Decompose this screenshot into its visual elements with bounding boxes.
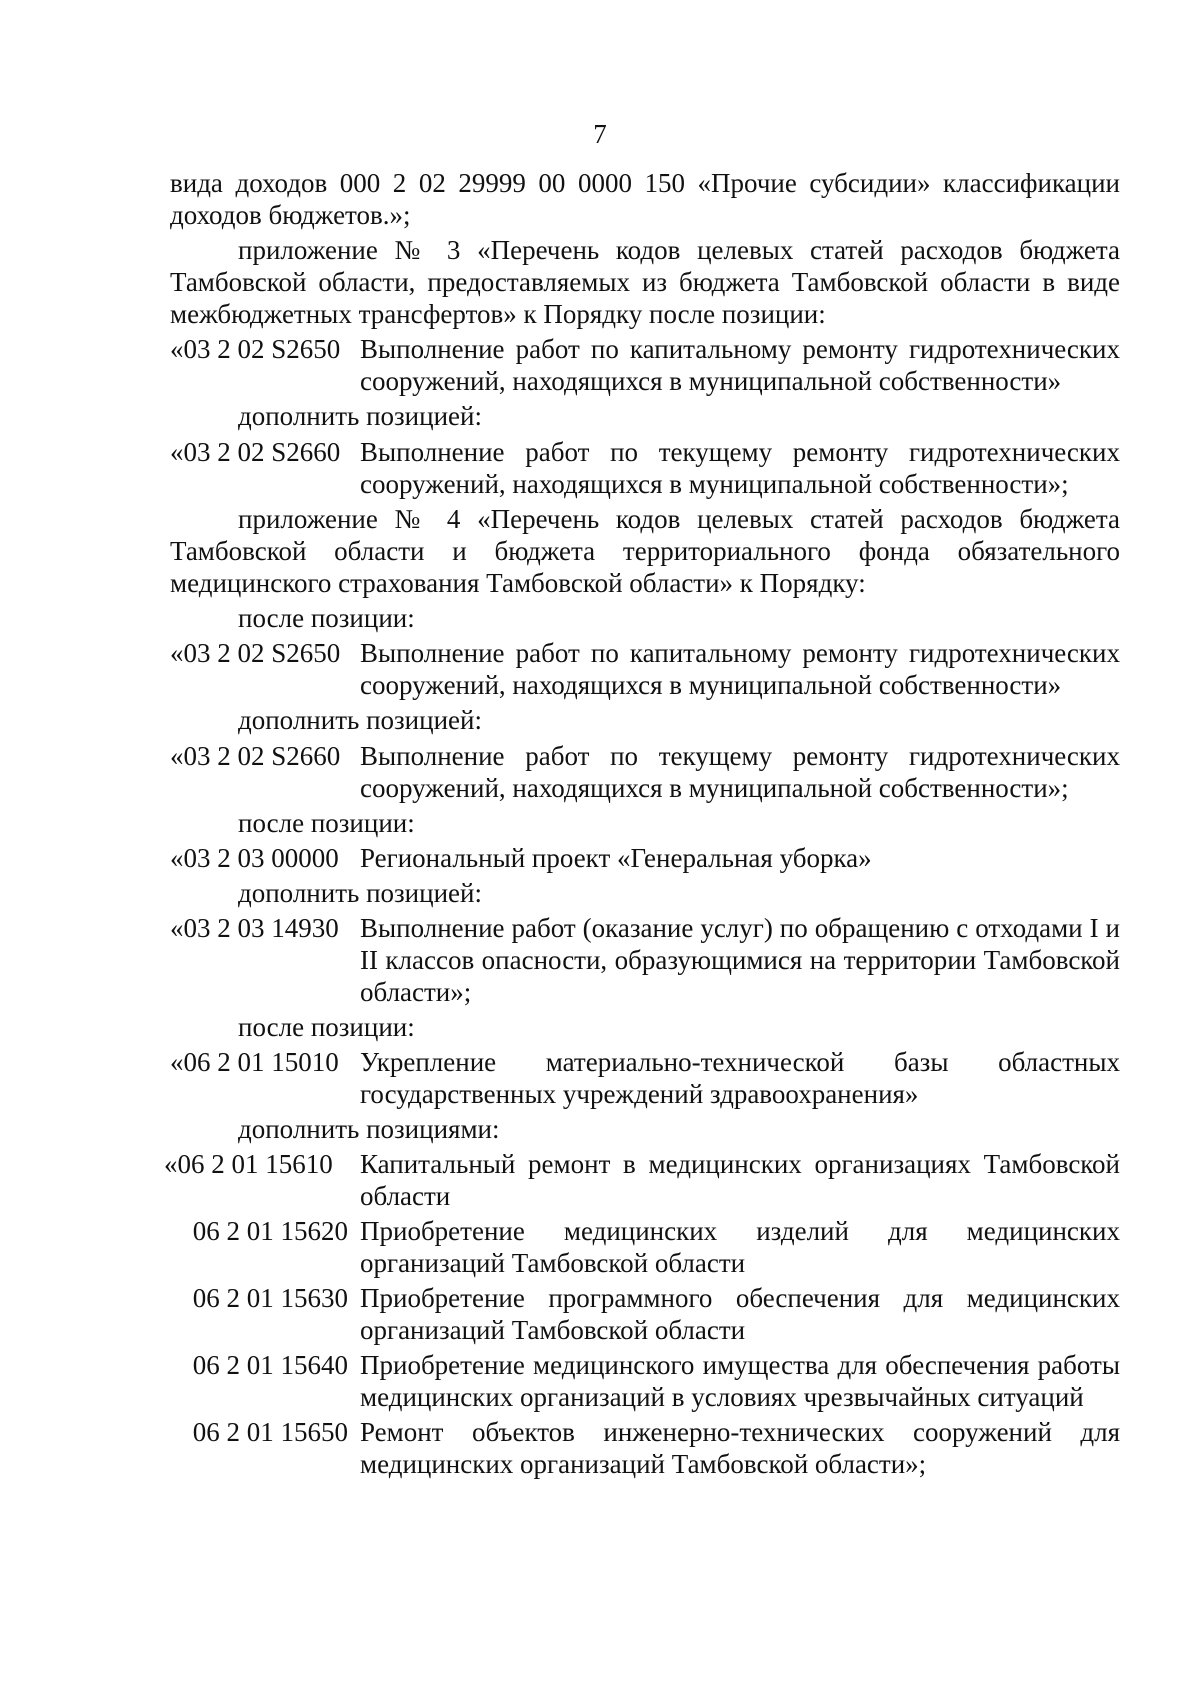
entry-description: Укрепление материально-технической базы областных государственных учреждений здравоохранения»	[360, 1047, 1120, 1109]
entry-description: Приобретение медицинского имущества для обеспечения работы медицинских организаций в условиях чрезвычайных ситуаций	[360, 1350, 1120, 1412]
entry-description: Капитальный ремонт в медицинских организациях Тамбовской области	[360, 1149, 1120, 1211]
entry-description: Приобретение медицинских изделий для медицинских организаций Тамбовской области	[360, 1216, 1120, 1278]
entry-code: 06 2 01 15650	[192, 1417, 348, 1447]
paragraph-intro: вида доходов 000 2 02 29999 00 0000 150 «Прочие субсидии» классификации доходов бюджетов.»;	[170, 168, 1120, 230]
entry-description: Выполнение работ (оказание услуг) по обращению с отходами I и II классов опасности, образующимися на территории Тамбовской области»;	[360, 913, 1120, 1007]
code-entry	[170, 1046, 1120, 1110]
instruction-add-position: дополнить позицией:	[238, 705, 482, 735]
code-entry	[170, 333, 1120, 397]
code-entry	[170, 842, 1120, 874]
document-body	[164, 167, 1120, 1483]
entry-code: «06 2 01 15610	[164, 1149, 333, 1179]
entry-code: 06 2 01 15620	[192, 1216, 348, 1246]
page-number: 7	[593, 119, 607, 149]
entry-code: «03 2 02 S2660	[170, 741, 341, 771]
entry-description: Выполнение работ по капитальному ремонту гидротехнических сооружений, находящихся в муниципальной собственности»	[360, 638, 1120, 700]
entry-description: Выполнение работ по капитальному ремонту гидротехнических сооружений, находящихся в муниципальной собственности»	[360, 334, 1120, 396]
code-entry	[170, 1215, 1120, 1279]
code-entry	[164, 1148, 1120, 1212]
code-entry	[170, 740, 1120, 804]
entry-code: «03 2 03 00000	[170, 843, 339, 873]
entry-description: Выполнение работ по текущему ремонту гидротехнических сооружений, находящихся в муниципальной собственности»;	[360, 437, 1120, 499]
code-entry	[170, 1282, 1120, 1346]
entry-code: 06 2 01 15630	[192, 1283, 348, 1313]
instruction-after-position: после позиции:	[238, 808, 415, 838]
entry-code: «06 2 01 15010	[170, 1047, 339, 1077]
instruction-after-position: после позиции:	[238, 1012, 415, 1042]
code-entry	[170, 1416, 1120, 1480]
entry-description: Региональный проект «Генеральная уборка»	[360, 843, 872, 873]
code-entry	[170, 637, 1120, 701]
paragraph-appendix-3: приложение № 3 «Перечень кодов целевых статей расходов бюджета Тамбовской области, предоставляемых из бюджета Тамбовской области в виде межбюджетных трансфертов» к Порядку после позиции:	[170, 235, 1120, 329]
entry-code: «03 2 02 S2650	[170, 334, 341, 364]
entry-description: Ремонт объектов инженерно-технических сооружений для медицинских организаций Тамбовской области»;	[360, 1417, 1120, 1479]
instruction-add-position: дополнить позицией:	[238, 878, 482, 908]
instruction-after-position: после позиции:	[238, 603, 415, 633]
entry-description: Приобретение программного обеспечения для медицинских организаций Тамбовской области	[360, 1283, 1120, 1345]
code-entry	[170, 1349, 1120, 1413]
entry-code: «03 2 02 S2660	[170, 437, 341, 467]
entry-description: Выполнение работ по текущему ремонту гидротехнических сооружений, находящихся в муниципальной собственности»;	[360, 741, 1120, 803]
entry-code: «03 2 02 S2650	[170, 638, 341, 668]
instruction-add-positions: дополнить позициями:	[238, 1114, 500, 1144]
code-entry	[170, 912, 1120, 1008]
instruction-add-position: дополнить позицией:	[238, 401, 482, 431]
paragraph-appendix-4: приложение № 4 «Перечень кодов целевых статей расходов бюджета Тамбовской области и бюджета территориального фонда обязательного медицинского страхования Тамбовской области» к Порядку:	[170, 504, 1120, 598]
entry-code: «03 2 03 14930	[170, 913, 339, 943]
entry-code: 06 2 01 15640	[192, 1350, 348, 1380]
code-entry	[170, 436, 1120, 500]
